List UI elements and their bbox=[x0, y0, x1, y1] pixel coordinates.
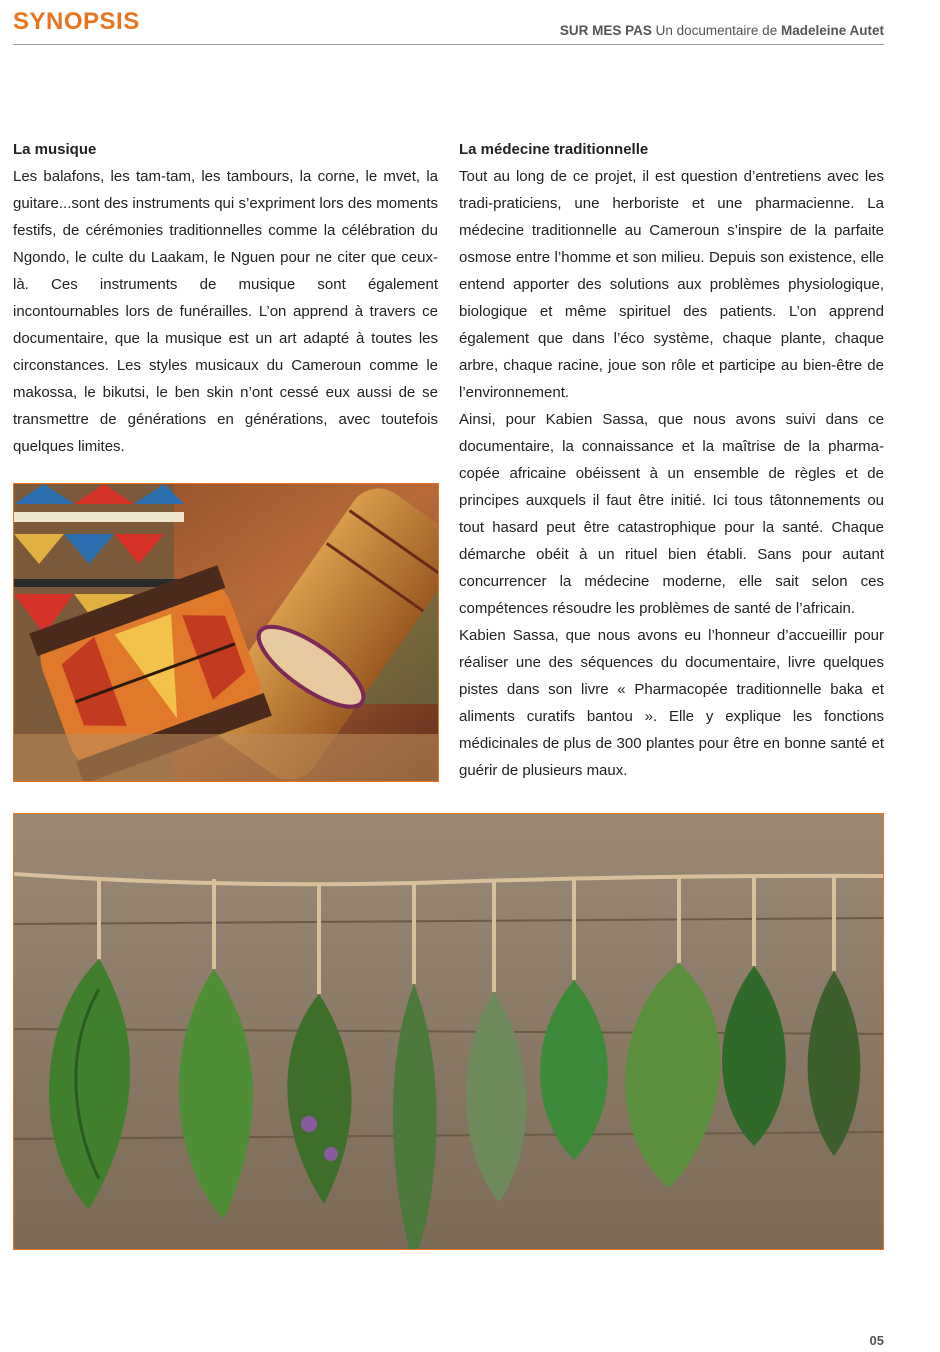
header-subtitle: Un documentaire de bbox=[655, 23, 778, 38]
running-header bbox=[560, 23, 884, 38]
director-name: Madeleine Autet bbox=[780, 23, 884, 38]
herbs-photo bbox=[13, 813, 884, 1250]
drums-photo bbox=[13, 483, 439, 782]
header-divider bbox=[13, 44, 884, 45]
herbs-illustration bbox=[14, 814, 883, 1249]
music-section bbox=[13, 136, 438, 460]
medicine-section bbox=[459, 136, 884, 784]
drums-illustration bbox=[14, 484, 438, 781]
medicine-heading: La médecine traditionnelle bbox=[459, 141, 649, 158]
music-paragraph: Les balafons, les tam-tam, les tambours, la corne, le mvet, la guitare...sont des instruments qui s’expriment lors des moments festifs, de cérémonies traditionnelles comme la célébration du Ngondo, le culte du Laakam, le Nguen pour ne citer que ceux-là. Ces instruments de musique sont également incontournables lors de funérailles. L’on apprend à travers ce documentaire, que la musique est un art adapté à toutes les circonstances. Les styles musicaux du Cameroun comme le makossa, le bikutsi, le ben skin n’ont cessé eux aussi de se transmettre de générations en générations, avec toutefois quelques limites. bbox=[13, 168, 438, 455]
medicine-paragraph-1: Tout au long de ce projet, il est question d’entretiens avec les tradi-praticiens, une herboriste et une pharmacienne. La médecine traditionnelle au Cameroun s’inspire de la parfaite osmose entre l’homme et son milieu. Depuis son existence, elle entend apporter des solutions aux problèmes physiologique, biologique et même spirituel des patients. L’on apprend également que dans l’éco système, chaque plante, chaque arbre, chaque racine, joue son rôle et participe au bien-être de l’environnement. bbox=[459, 168, 884, 401]
medicine-paragraph-3: Kabien Sassa, que nous avons eu l’honneur d’accueillir pour réaliser une des séquences du documentaire, livre quelques pistes dans son livre « Pharmacopée traditionnelle baka et aliments curatifs bantou ». Elle y explique les fonctions médicinales de plus de 300 plantes pour être en bonne santé et guérir de plusieurs maux. bbox=[459, 627, 884, 779]
music-heading: La musique bbox=[13, 141, 97, 158]
section-title: SYNOPSIS bbox=[13, 8, 140, 35]
medicine-paragraph-2: Ainsi, pour Kabien Sassa, que nous avons suivi dans ce documentaire, la connaissance et la maîtrise de la pharmacopée africaine obéissent à un ensemble de règles et de principes auxquels il faut être initié. Ici tous tâtonnements ou tout hasard peut être catastrophique pour la santé. Chaque démarche obéit à un rituel bien établi. Sans pour autant concurrencer la médecine moderne, elle sait selon ces compétences résoudre les problèmes de santé de l’africain. bbox=[459, 411, 884, 617]
page-number: 05 bbox=[869, 1333, 884, 1348]
film-title: SUR MES PAS bbox=[559, 23, 652, 38]
